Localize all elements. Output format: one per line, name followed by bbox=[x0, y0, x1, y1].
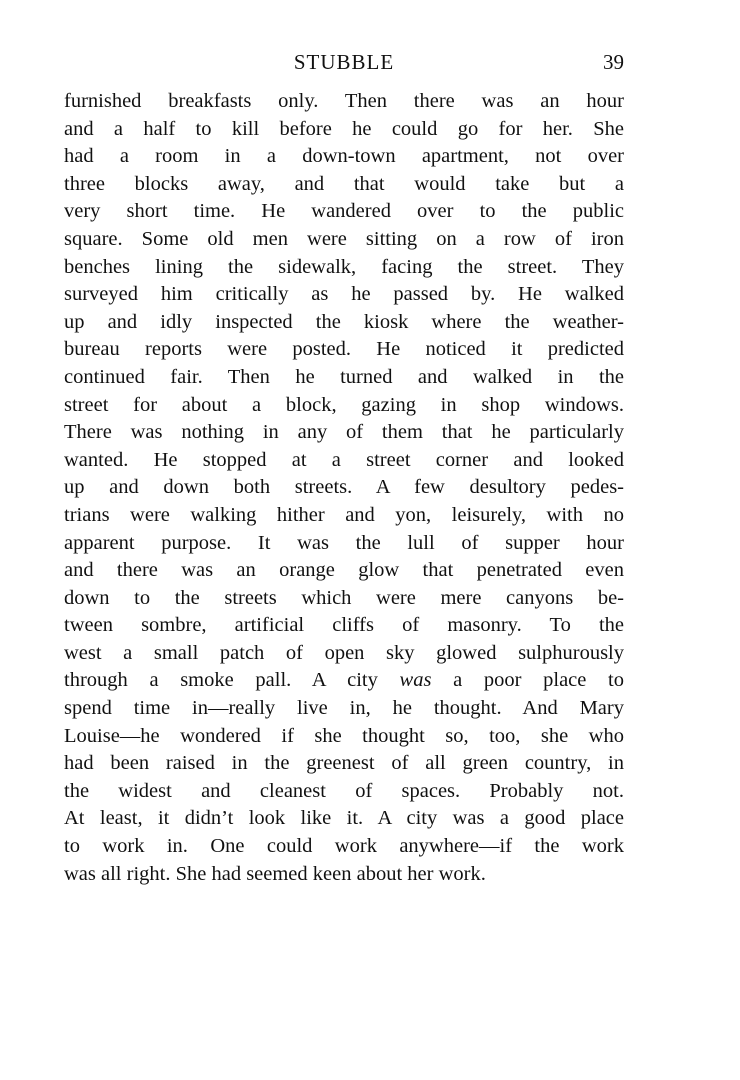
text-line: benches lining the sidewalk, facing the street. They bbox=[64, 255, 624, 278]
text-line: At least, it didn’t look like it. A city was a good place bbox=[64, 807, 624, 830]
text-line: west a small patch of open sky glowed sulphurously bbox=[64, 641, 624, 664]
text-line: the widest and cleanest of spaces. Probably not. bbox=[64, 779, 624, 802]
emphasis: was bbox=[399, 669, 432, 692]
text-line: trians were walking hither and yon, leisurely, with no bbox=[64, 503, 624, 526]
text-line: bureau reports were posted. He noticed it predicted bbox=[64, 338, 624, 361]
text-line: very short time. He wandered over to the public bbox=[64, 200, 624, 223]
running-head bbox=[64, 48, 624, 78]
text-line: continued fair. Then he turned and walked in the bbox=[64, 365, 624, 388]
text-line: apparent purpose. It was the lull of supper hour bbox=[64, 531, 624, 554]
text-line: and a half to kill before he could go for her. She bbox=[64, 117, 624, 140]
text-line: surveyed him critically as he passed by. He walked bbox=[64, 283, 624, 306]
text-line: down to the streets which were mere canyons be- bbox=[64, 586, 624, 609]
text-line: had been raised in the greenest of all green country, in bbox=[64, 752, 624, 775]
text-line: and there was an orange glow that penetrated even bbox=[64, 559, 624, 582]
text-line: tween sombre, artificial cliffs of masonry. To the bbox=[64, 614, 624, 637]
text-line: three blocks away, and that would take but a bbox=[64, 172, 624, 195]
text-line: to work in. One could work anywhere—if the work bbox=[64, 835, 624, 858]
text-line: Louise—he wondered if she thought so, too, she who bbox=[64, 724, 624, 747]
text-line: There was nothing in any of them that he particularly bbox=[64, 421, 624, 444]
text-line: furnished breakfasts only. Then there was an hour bbox=[64, 90, 624, 112]
text-line: had a room in a down-town apartment, not over bbox=[64, 145, 624, 168]
text-line: spend time in—really live in, he thought. And Mary bbox=[64, 697, 624, 720]
running-title: STUBBLE bbox=[293, 50, 395, 74]
text-line: was all right. She had seemed keen about her work. bbox=[64, 862, 486, 885]
body-text bbox=[64, 88, 624, 888]
text-line: up and idly inspected the kiosk where the weather- bbox=[64, 310, 624, 333]
text-line: square. Some old men were sitting on a row of iron bbox=[64, 227, 624, 250]
text-line: up and down both streets. A few desultory pedes- bbox=[64, 476, 624, 499]
text-line: street for about a block, gazing in shop windows. bbox=[64, 393, 624, 416]
page-number: 39 bbox=[603, 50, 624, 74]
text-line: wanted. He stopped at a street corner and looked bbox=[64, 448, 624, 471]
text-line: through a smoke pall. A city was a poor place to bbox=[64, 669, 624, 692]
